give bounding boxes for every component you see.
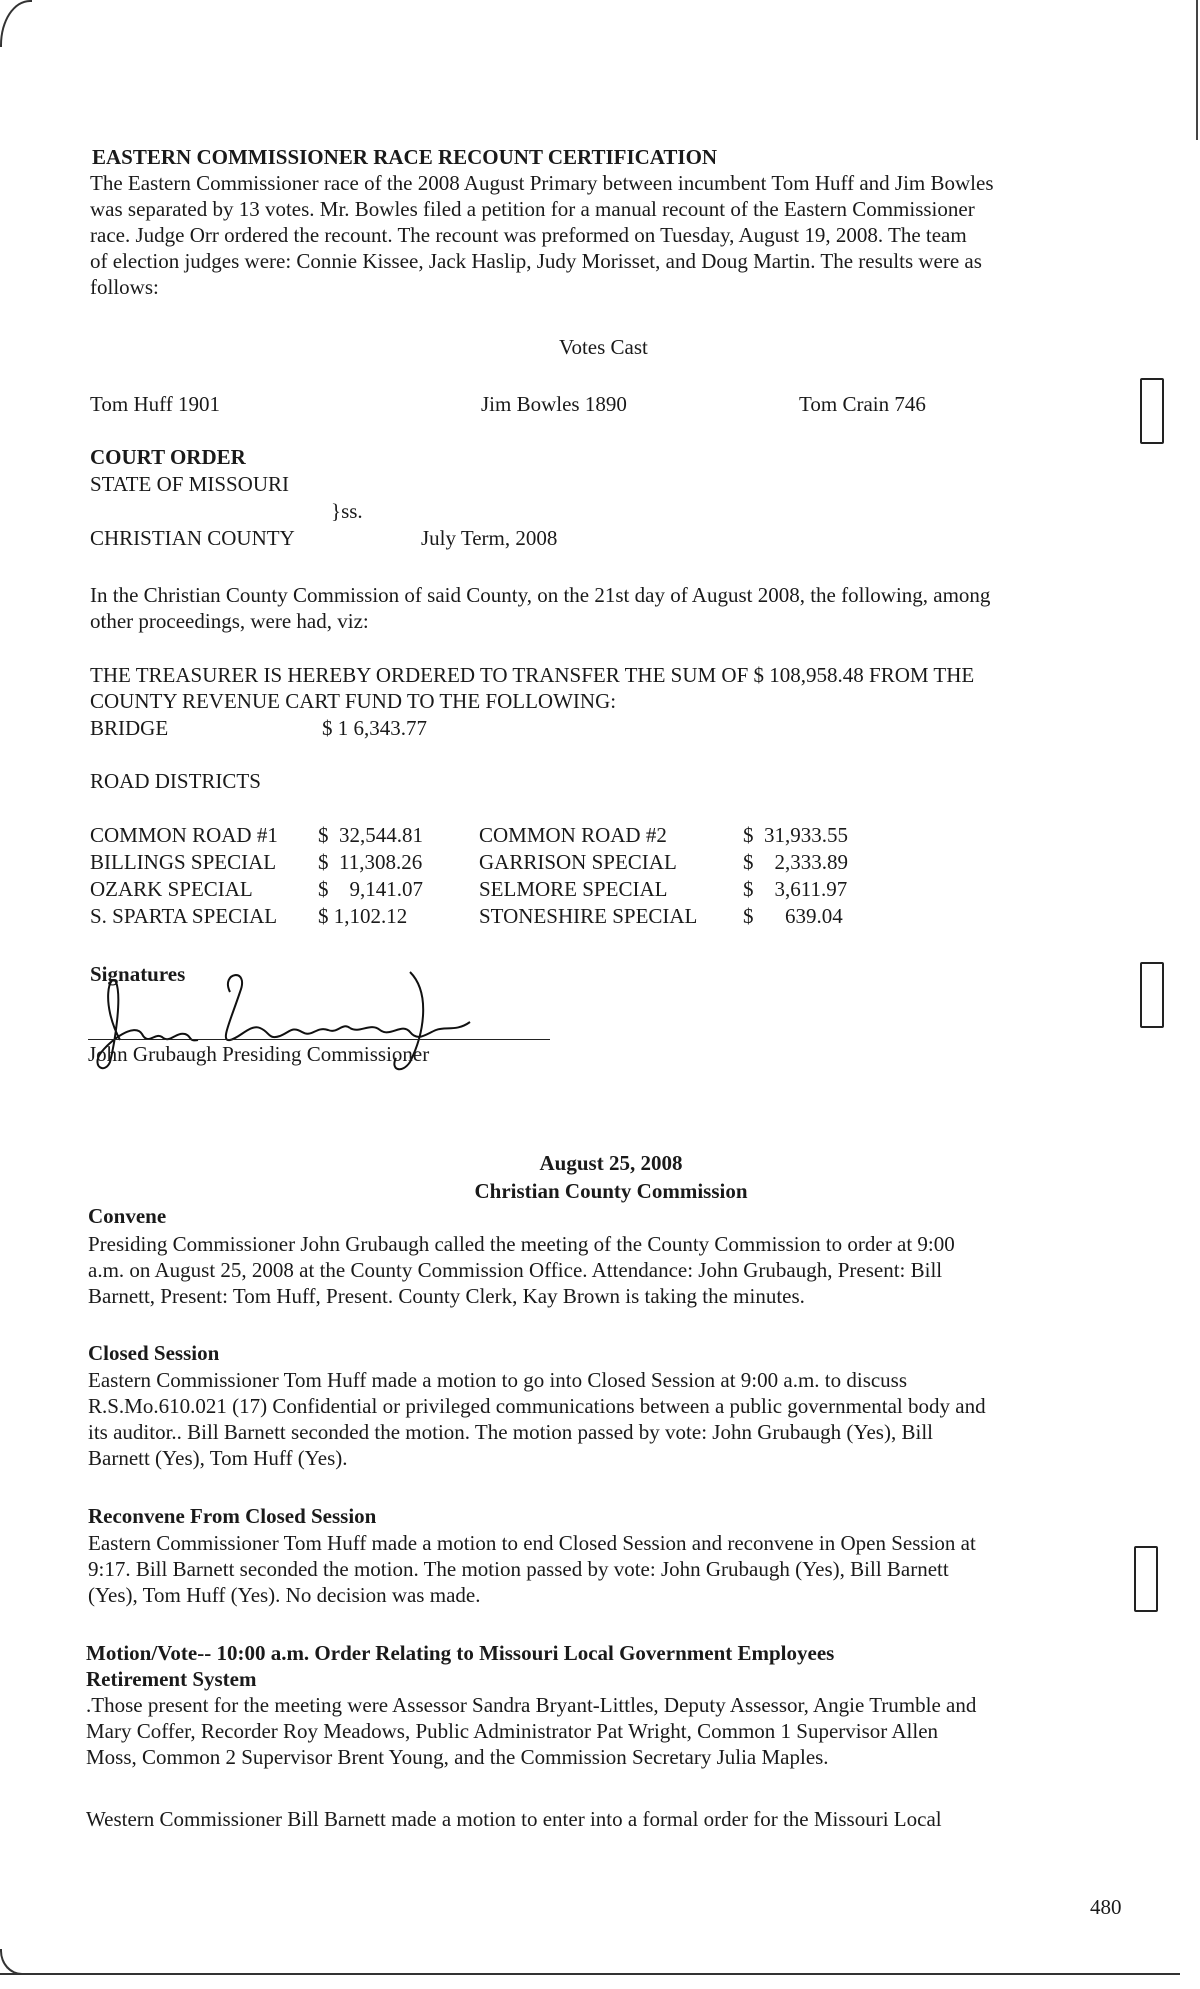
recount-heading: EASTERN COMMISSIONER RACE RECOUNT CERTIFICATION [92, 145, 718, 169]
paragraph-line: Mary Coffer, Recorder Roy Meadows, Public Administrator Pat Wright, Common 1 Supervisor Allen [86, 1719, 939, 1743]
vote-result: Tom Crain 746 [799, 392, 926, 416]
paragraph-line: Barnett, Present: Tom Huff, Present. County Clerk, Kay Brown is taking the minutes. [88, 1284, 805, 1308]
vote-result: Jim Bowles 1890 [481, 392, 627, 416]
motion-paragraph [86, 1692, 1156, 1770]
margin-box [1140, 378, 1164, 444]
reconvene-heading: Reconvene From Closed Session [88, 1504, 377, 1528]
county-line: CHRISTIAN COUNTY [90, 526, 295, 550]
district-amount: $ 32,544.81 [318, 823, 423, 847]
paragraph-line: other proceedings, were had, viz: [90, 609, 369, 633]
paragraph-line: Barnett (Yes), Tom Huff (Yes). [88, 1446, 348, 1470]
district-name: S. SPARTA SPECIAL [90, 904, 278, 928]
district-name: COMMON ROAD #2 [479, 823, 667, 847]
recount-paragraph [90, 170, 1150, 300]
western-paragraph: Western Commissioner Bill Barnett made a motion to enter into a formal order for the Missouri Local [86, 1807, 942, 1831]
district-amount: $ 2,333.89 [743, 850, 848, 874]
term-line: July Term, 2008 [421, 526, 558, 550]
signatures-heading: Signatures [90, 962, 186, 986]
meeting-date: August 25, 2008 [539, 1151, 683, 1175]
vote-result: Tom Huff 1901 [90, 392, 220, 416]
scan-bottom-edge [0, 1973, 1180, 1975]
paragraph-line: race. Judge Orr ordered the recount. The recount was preformed on Tuesday, August 19, 2008. The team [90, 223, 967, 247]
district-amount: $ 1,102.12 [318, 904, 408, 928]
district-name: COMMON ROAD #1 [90, 823, 278, 847]
paragraph-line: Moss, Common 2 Supervisor Brent Young, and the Commission Secretary Julia Maples. [86, 1745, 829, 1769]
paragraph-line: Presiding Commissioner John Grubaugh called the meeting of the County Commission to order at 9:00 [88, 1232, 955, 1256]
signer-caption: John Grubaugh Presiding Commissioner [88, 1042, 430, 1066]
transfer-order [90, 662, 1150, 714]
district-name: BILLINGS SPECIAL [90, 850, 277, 874]
state-line: STATE OF MISSOURI [90, 472, 290, 496]
road-districts-table [90, 822, 848, 930]
paragraph-line: 9:17. Bill Barnett seconded the motion. The motion passed by vote: John Grubaugh (Yes), Bill Barnett [88, 1557, 949, 1581]
paragraph-line: THE TREASURER IS HEREBY ORDERED TO TRANSFER THE SUM OF $ 108,958.48 FROM THE [90, 663, 975, 687]
district-amount: $ 31,933.55 [743, 823, 848, 847]
court-intro [90, 582, 1150, 634]
paragraph-line: follows: [90, 275, 159, 299]
table-row [90, 903, 848, 930]
meeting-body: Christian County Commission [474, 1179, 748, 1203]
reconvene-paragraph [88, 1530, 1158, 1608]
table-row [90, 849, 848, 876]
table-row [90, 822, 848, 849]
paragraph-line: In the Christian County Commission of said County, on the 21st day of August 2008, the following, among [90, 583, 991, 607]
district-amount: $ 9,141.07 [318, 877, 423, 901]
district-name: OZARK SPECIAL [90, 877, 253, 901]
convene-paragraph [88, 1231, 1158, 1309]
votes-cast-heading: Votes Cast [559, 335, 648, 359]
paragraph-line: was separated by 13 votes. Mr. Bowles filed a petition for a manual recount of the Eastern Commissioner [90, 197, 975, 221]
paragraph-line: Eastern Commissioner Tom Huff made a motion to go into Closed Session at 9:00 a.m. to discuss [88, 1368, 908, 1392]
convene-heading: Convene [88, 1204, 167, 1228]
bridge-label: BRIDGE [90, 716, 169, 740]
road-districts-heading: ROAD DISTRICTS [90, 769, 261, 793]
closed-session-paragraph [88, 1367, 1158, 1471]
district-name: SELMORE SPECIAL [479, 877, 668, 901]
district-amount: $ 3,611.97 [743, 877, 848, 901]
heading-line: Retirement System [86, 1667, 257, 1691]
paragraph-line: The Eastern Commissioner race of the 2008 August Primary between incumbent Tom Huff and Jim Bowles [90, 171, 994, 195]
scan-corner-mark [0, 0, 32, 47]
paragraph-line: its auditor.. Bill Barnett seconded the motion. The motion passed by vote: John Grubaugh (Yes), Bill [88, 1420, 933, 1444]
signature-line [88, 1039, 550, 1040]
heading-line: Motion/Vote-- 10:00 a.m. Order Relating to Missouri Local Government Employees [86, 1641, 835, 1665]
margin-box [1140, 962, 1164, 1028]
closed-session-heading: Closed Session [88, 1341, 220, 1365]
bridge-amount: $ 1 6,343.77 [322, 716, 427, 740]
court-order-heading: COURT ORDER [90, 445, 246, 469]
paragraph-line: a.m. on August 25, 2008 at the County Commission Office. Attendance: John Grubaugh, Present: Bill [88, 1258, 943, 1282]
district-amount: $ 639.04 [743, 904, 843, 928]
paragraph-line: of election judges were: Connie Kissee, Jack Haslip, Judy Morisset, and Doug Martin. The results were as [90, 249, 982, 273]
paragraph-line: Eastern Commissioner Tom Huff made a motion to end Closed Session and reconvene in Open Session at [88, 1531, 976, 1555]
district-name: STONESHIRE SPECIAL [479, 904, 698, 928]
paragraph-line: R.S.Mo.610.021 (17) Confidential or privileged communications between a public governmental body and [88, 1394, 986, 1418]
scan-edge-mark [1196, 0, 1198, 140]
paragraph-line: (Yes), Tom Huff (Yes). No decision was made. [88, 1583, 481, 1607]
district-amount: $ 11,308.26 [318, 850, 423, 874]
motion-heading [86, 1640, 1156, 1692]
paragraph-line: COUNTY REVENUE CART FUND TO THE FOLLOWING: [90, 689, 617, 713]
page-number: 480 [1090, 1895, 1122, 1919]
ss-marker: }ss. [331, 499, 363, 523]
district-name: GARRISON SPECIAL [479, 850, 677, 874]
paragraph-line: .Those present for the meeting were Assessor Sandra Bryant-Littles, Deputy Assessor, Angie Trumble and [86, 1693, 977, 1717]
scan-corner-mark-bottom [0, 1949, 24, 1975]
table-row [90, 876, 848, 903]
